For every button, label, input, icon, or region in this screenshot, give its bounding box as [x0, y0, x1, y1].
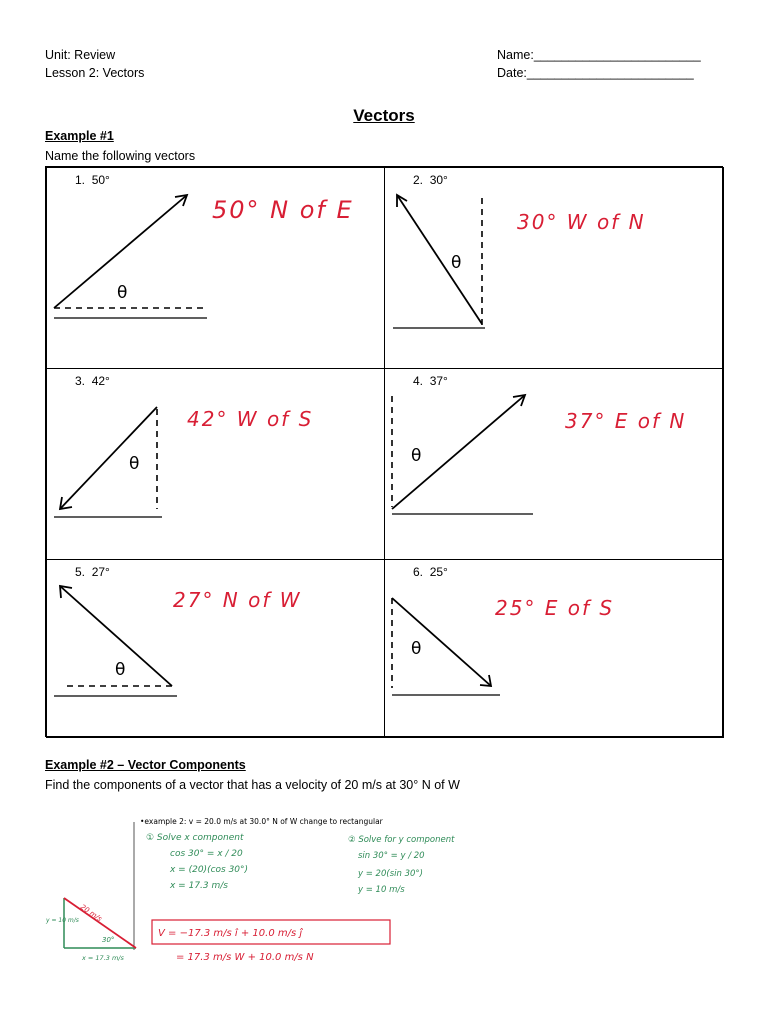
- answer-3: 42° W of S: [187, 407, 314, 431]
- theta-symbol: θ: [411, 446, 422, 466]
- result-line1: V = −17.3 m/s î + 10.0 m/s ĵ: [158, 928, 303, 939]
- item-1-label: 1. 50°: [75, 173, 110, 187]
- worked-solution-image: [44, 810, 455, 982]
- triangle-y: y = 10 m/s: [46, 917, 79, 924]
- vector-cell-4: [384, 368, 724, 560]
- name-field-label: Name:________________________: [497, 48, 701, 62]
- theta-symbol: θ: [115, 660, 126, 680]
- vector-diagram-3: [47, 369, 386, 561]
- triangle-angle: 30°: [102, 936, 115, 944]
- vector-diagram-5: [47, 560, 386, 739]
- triangle-x: x = 17.3 m/s: [82, 954, 124, 962]
- answer-1: 50° N of E: [212, 196, 354, 224]
- triangle-hypotenuse: 20 m/s: [78, 903, 104, 924]
- theta-symbol: θ: [129, 454, 140, 474]
- answer-6: 25° E of S: [495, 596, 615, 620]
- step2-line2: y = 20(sin 30°): [358, 869, 423, 879]
- answer-5: 27° N of W: [173, 588, 302, 612]
- vector-diagram-2: [385, 168, 725, 370]
- example2-instruction: Find the components of a vector that has a velocity of 20 m/s at 30° N of W: [45, 778, 460, 792]
- theta-symbol: θ: [117, 283, 128, 303]
- step1-line3: x = 17.3 m/s: [170, 881, 228, 891]
- step1-line1: cos 30° = x / 20: [170, 849, 243, 859]
- step2-line3: y = 10 m/s: [358, 885, 405, 895]
- vector-cell-1: [46, 167, 385, 369]
- vector-diagram-6: [385, 560, 725, 739]
- step2-title: ② Solve for y component: [348, 835, 455, 845]
- vector-cell-6: [384, 559, 724, 738]
- example1-heading: Example #1: [45, 129, 114, 143]
- step1-line2: x = (20)(cos 30°): [170, 865, 249, 875]
- theta-symbol: θ: [451, 253, 462, 273]
- vector-cell-3: [46, 368, 385, 560]
- answer-4: 37° E of N: [565, 409, 687, 433]
- item-5-label: 5. 27°: [75, 565, 110, 579]
- item-4-label: 4. 37°: [413, 374, 448, 388]
- vector-cell-5: [46, 559, 385, 738]
- step2-line1: sin 30° = y / 20: [358, 851, 425, 861]
- item-6-label: 6. 25°: [413, 565, 448, 579]
- vector-cell-2: [384, 167, 724, 369]
- result-line2: = 17.3 m/s W + 10.0 m/s N: [176, 952, 314, 963]
- unit-label: Unit: Review: [45, 48, 116, 62]
- example1-instruction: Name the following vectors: [45, 149, 196, 163]
- example2-heading: Example #2 – Vector Components: [45, 758, 246, 772]
- theta-symbol: θ: [411, 639, 422, 659]
- date-field-label: Date:________________________: [497, 66, 694, 80]
- page-title: Vectors: [353, 106, 415, 125]
- item-2-label: 2. 30°: [413, 173, 448, 187]
- step1-title: ① Solve x component: [146, 833, 244, 843]
- vector-diagram-4: [385, 369, 725, 561]
- lesson-label: Lesson 2: Vectors: [45, 66, 145, 80]
- answer-2: 30° W of N: [517, 210, 646, 234]
- item-3-label: 3. 42°: [75, 374, 110, 388]
- vector-grid: [45, 166, 723, 737]
- worked-prompt: •example 2: v = 20.0 m/s at 30.0° N of W change to rectangular: [140, 817, 383, 826]
